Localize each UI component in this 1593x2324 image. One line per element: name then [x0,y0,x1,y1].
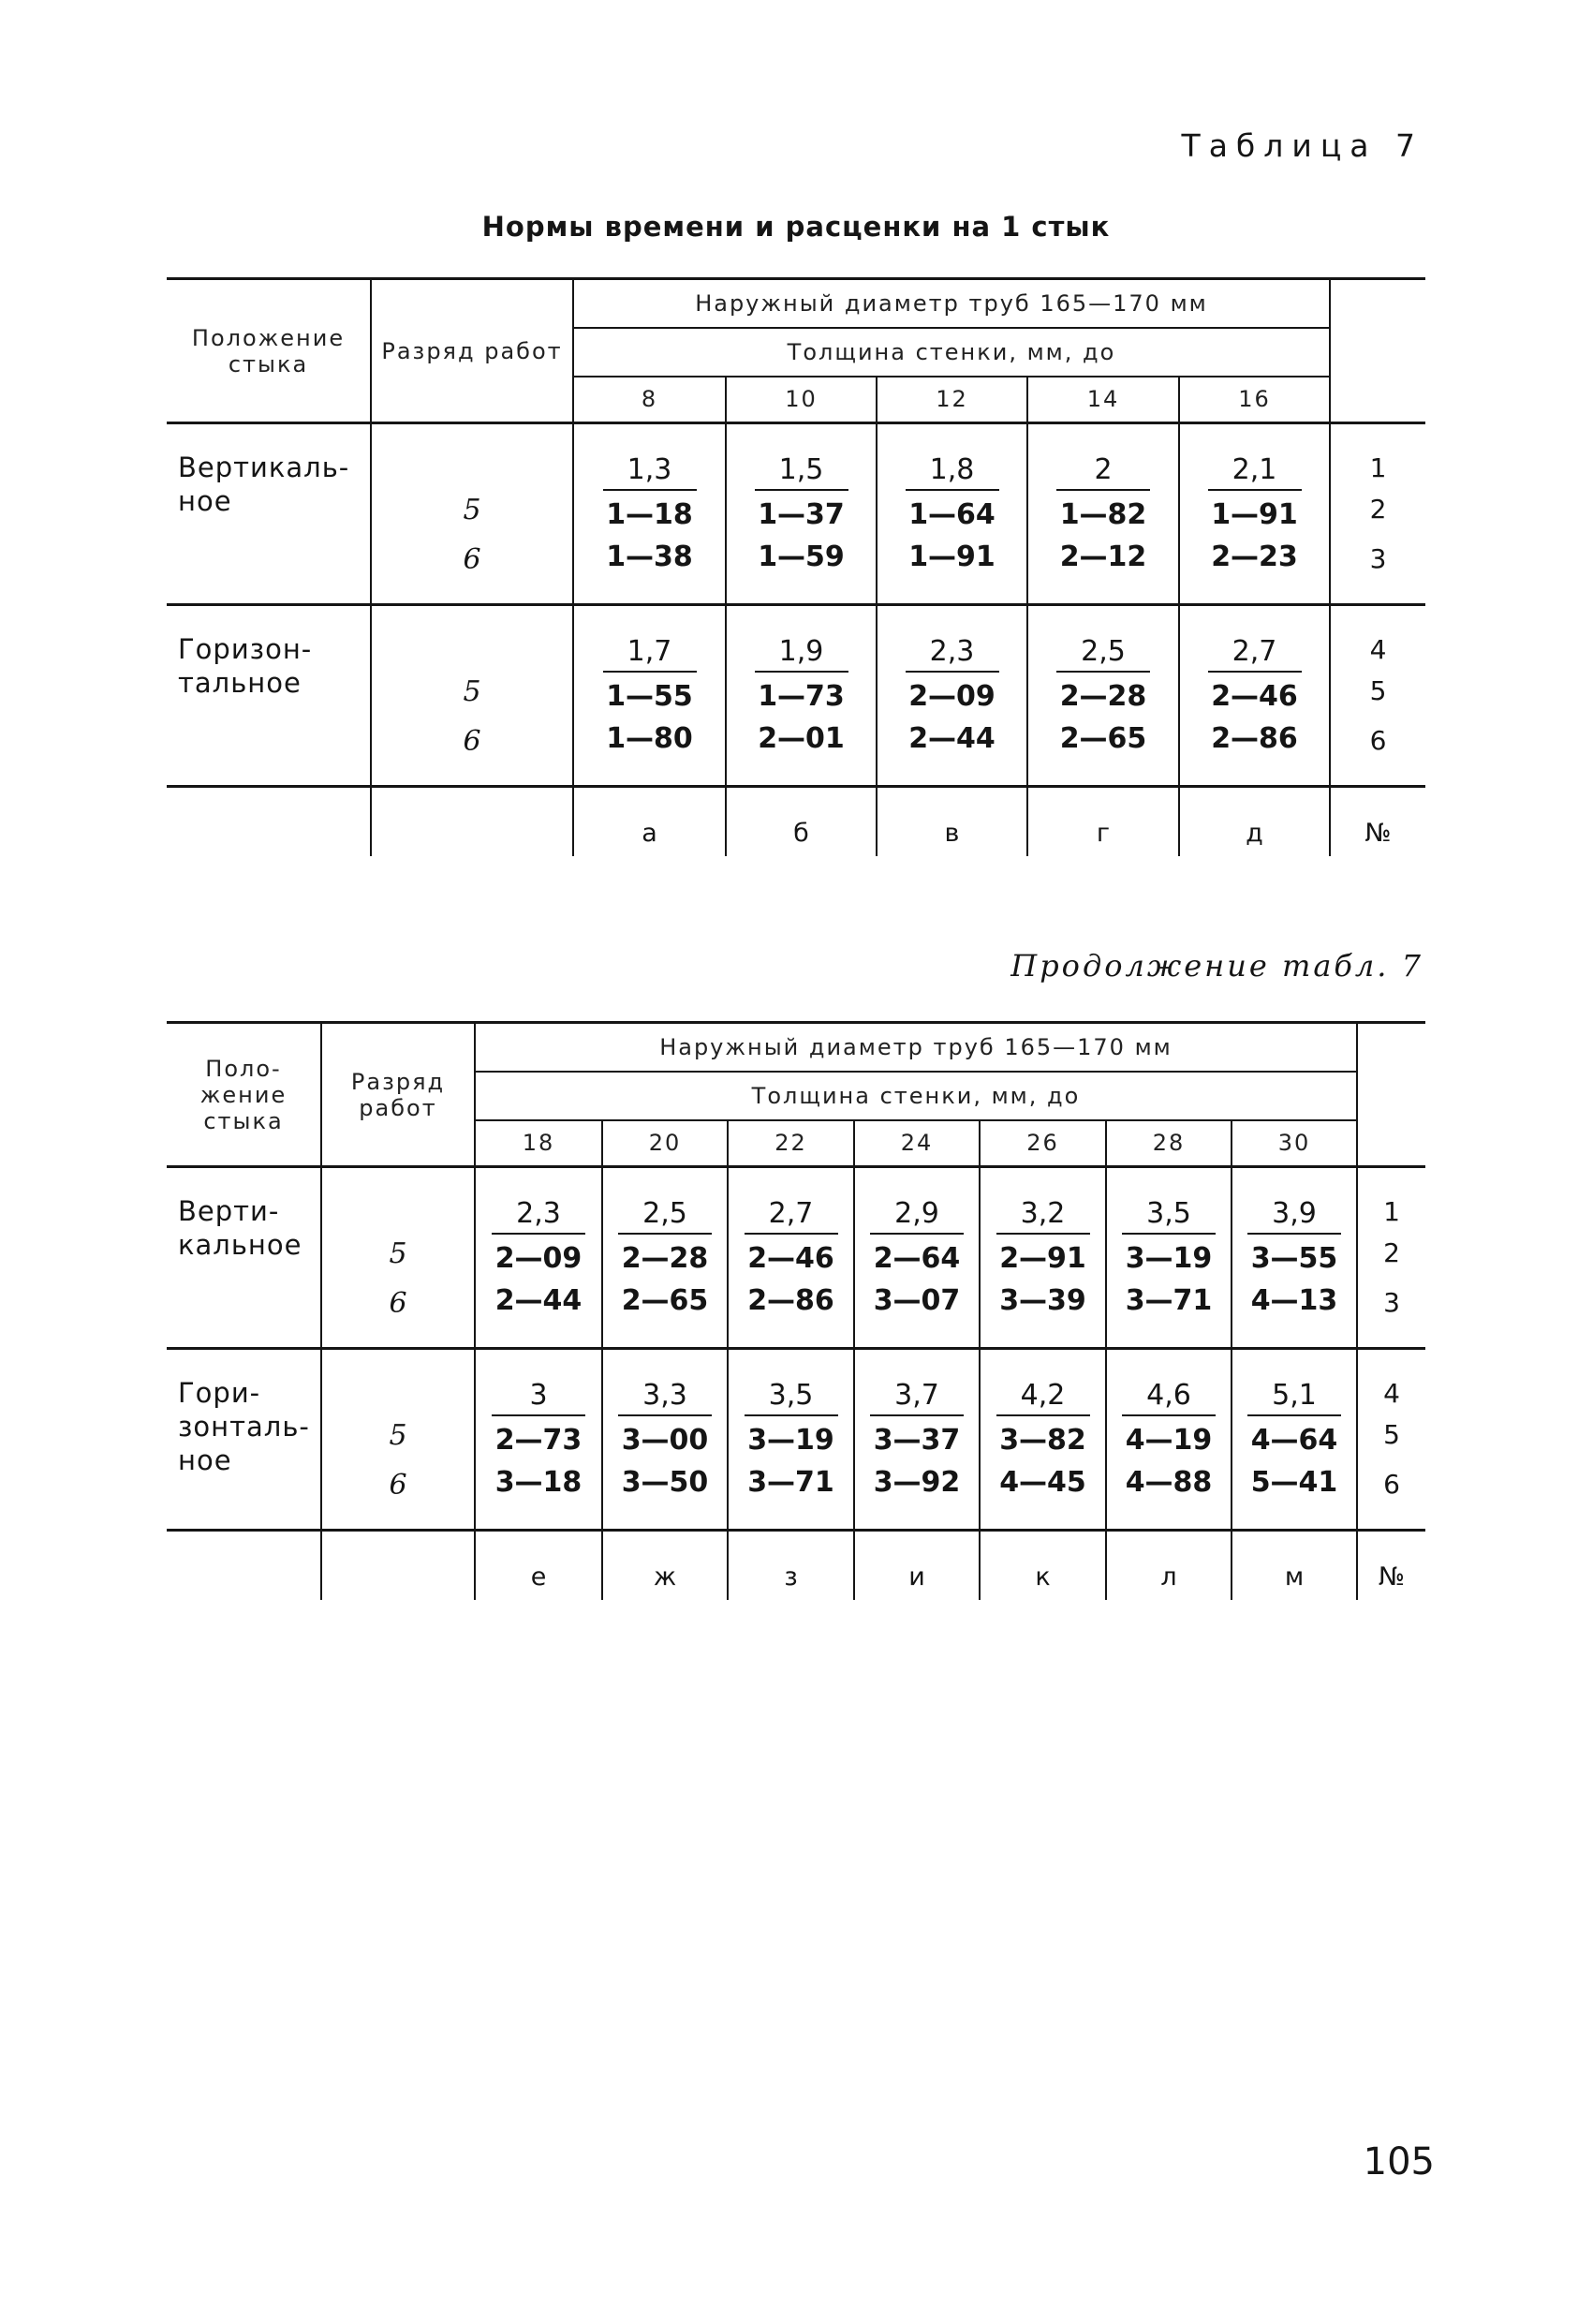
header-diameter: Наружный диаметр труб 165—170 мм [475,1023,1357,1072]
thickness-16: 16 [1179,377,1330,423]
price-rank-5: 3—19 [1125,1242,1213,1275]
price-rank-5: 2—46 [747,1242,834,1275]
price-rank-5: 2—28 [621,1242,709,1275]
price-rank-6: 3—71 [747,1466,834,1499]
time-norm: 3,5 [1122,1197,1216,1235]
time-norm: 1,7 [603,635,697,673]
rank-5: 5 [463,494,481,526]
continuation-label: Продолжение табл. 7 [1010,948,1423,984]
price-rank-6: 2—65 [621,1284,709,1317]
value-cell [728,1349,854,1531]
row-numbers [1330,423,1425,605]
header-diameter: Наружный диаметр труб 165—170 мм [573,279,1330,328]
time-norm: 2,3 [906,635,999,673]
rank-6: 6 [389,1469,407,1502]
price-rank-5: 3—00 [621,1424,709,1457]
row-numbers [1357,1167,1425,1349]
header-num-blank [1330,279,1425,423]
column-letter: к [980,1531,1106,1600]
price-rank-6: 4—88 [1125,1466,1213,1499]
price-rank-5: 2—64 [873,1242,961,1275]
thickness-28: 28 [1106,1120,1232,1167]
number-sign: № [1364,818,1392,848]
row-numbers [1330,605,1425,787]
thickness-24: 24 [854,1120,980,1167]
thickness-8: 8 [573,377,726,423]
value-cell [728,1167,854,1349]
price-rank-5: 2—09 [494,1242,583,1275]
rank-5: 5 [463,675,481,708]
price-rank-5: 1—18 [606,498,693,531]
position-horizontal: Горизон- тальное [167,605,371,787]
price-rank-6: 2—44 [494,1284,583,1317]
position-vertical: Вертикаль- ное [167,423,371,605]
value-cell [573,423,726,605]
rank-5: 5 [389,1419,407,1452]
price-rank-6: 2—65 [1059,722,1147,755]
row-number: 6 [1369,725,1387,756]
rank-6: 6 [389,1287,407,1320]
rank-6: 6 [463,725,481,758]
thickness-14: 14 [1027,377,1179,423]
value-cell [1179,605,1330,787]
time-norm: 3,2 [996,1197,1090,1235]
value-cell [1106,1167,1232,1349]
row-number: 4 [1383,1378,1400,1409]
time-norm: 3,3 [618,1379,712,1416]
column-letter: л [1106,1531,1232,1600]
price-rank-5: 1—37 [758,498,845,531]
time-norm: 1,3 [603,453,697,491]
price-rank-6: 1—38 [606,540,693,573]
footer-blank [167,787,371,856]
value-cell [877,605,1027,787]
price-rank-6: 2—12 [1059,540,1147,573]
time-norm: 2 [1056,453,1150,491]
value-cell [1232,1167,1357,1349]
column-letters-row [167,1531,1425,1600]
header-position: Поло- жение стыка [167,1023,321,1167]
time-norm: 2,7 [1208,635,1302,673]
price-rank-6: 4—45 [999,1466,1086,1499]
header-thickness: Толщина стенки, мм, до [475,1072,1357,1120]
table-label: Таблица 7 [1181,127,1423,164]
time-norm: 2,9 [870,1197,964,1235]
row-number: 3 [1383,1287,1400,1318]
footer-blank [371,787,573,856]
norms-table-1 [167,277,1425,856]
thickness-22: 22 [728,1120,854,1167]
price-rank-6: 3—18 [494,1466,583,1499]
header-position: Положение стыка [167,279,371,423]
time-norm: 2,5 [618,1197,712,1235]
value-cell [726,423,877,605]
price-rank-6: 2—01 [758,722,845,755]
value-cell [854,1349,980,1531]
norms-table-2 [167,1021,1425,1600]
table-row [167,1349,1425,1531]
column-letter: е [475,1531,602,1600]
footer-blank [321,1531,475,1600]
value-cell [475,1167,602,1349]
row-number: 1 [1383,1196,1400,1227]
row-number: 3 [1369,543,1387,574]
thickness-26: 26 [980,1120,1106,1167]
time-norm: 4,2 [996,1379,1090,1416]
price-rank-5: 1—64 [908,498,996,531]
value-cell [1027,423,1179,605]
time-norm: 2,7 [745,1197,838,1235]
thickness-10: 10 [726,377,877,423]
column-letter: м [1232,1531,1357,1600]
column-letters-row [167,787,1425,856]
time-norm: 1,9 [755,635,848,673]
time-norm: 1,8 [906,453,999,491]
price-rank-6: 2—86 [1211,722,1298,755]
page-title: Нормы времени и расценки на 1 стык [481,211,1111,243]
thickness-30: 30 [1232,1120,1357,1167]
value-cell [602,1167,728,1349]
time-norm: 3,9 [1247,1197,1341,1235]
price-rank-5: 2—73 [494,1424,583,1457]
row-number: 6 [1383,1469,1400,1500]
value-cell [726,605,877,787]
column-letter: ж [602,1531,728,1600]
row-numbers [1357,1349,1425,1531]
header-rank: Разряд работ [321,1023,475,1167]
value-cell [980,1167,1106,1349]
footer-blank [167,1531,321,1600]
number-sign: № [1378,1562,1406,1591]
price-rank-6: 4—13 [1250,1284,1338,1317]
value-cell [877,423,1027,605]
rank-cell [371,605,573,787]
price-rank-6: 3—07 [873,1284,961,1317]
header-num-blank [1357,1023,1425,1167]
position-horizontal: Гори- зонталь- ное [167,1349,321,1531]
price-rank-6: 5—41 [1250,1466,1338,1499]
price-rank-5: 2—28 [1059,680,1147,713]
price-rank-6: 1—80 [606,722,693,755]
header-rank: Разряд работ [371,279,573,423]
time-norm: 3,7 [870,1379,964,1416]
time-norm: 3,5 [745,1379,838,1416]
column-letter: в [877,787,1027,856]
row-number: 1 [1369,452,1387,483]
price-rank-5: 2—46 [1211,680,1298,713]
price-rank-6: 3—71 [1125,1284,1213,1317]
price-rank-6: 2—44 [908,722,996,755]
column-letter: а [573,787,726,856]
price-rank-6: 3—39 [999,1284,1086,1317]
row-number: 2 [1369,494,1387,525]
row-number: 5 [1369,675,1387,706]
price-rank-5: 1—55 [606,680,693,713]
time-norm: 4,6 [1122,1379,1216,1416]
price-rank-6: 1—59 [758,540,845,573]
rank-cell [321,1349,475,1531]
value-cell [602,1349,728,1531]
price-rank-5: 3—19 [747,1424,834,1457]
price-rank-6: 2—86 [747,1284,834,1317]
column-letter: и [854,1531,980,1600]
time-norm: 2,3 [492,1197,585,1235]
value-cell [1232,1349,1357,1531]
thickness-18: 18 [475,1120,602,1167]
row-number: 2 [1383,1237,1400,1268]
value-cell [980,1349,1106,1531]
row-number: 5 [1383,1419,1400,1450]
price-rank-5: 2—09 [908,680,996,713]
time-norm: 1,5 [755,453,848,491]
thickness-20: 20 [602,1120,728,1167]
price-rank-5: 4—19 [1125,1424,1213,1457]
value-cell [854,1167,980,1349]
time-norm: 5,1 [1247,1379,1341,1416]
time-norm: 3 [492,1379,585,1416]
price-rank-6: 3—50 [621,1466,709,1499]
rank-5: 5 [389,1237,407,1270]
row-number: 4 [1369,634,1387,665]
header-thickness: Толщина стенки, мм, до [573,328,1330,377]
price-rank-6: 1—91 [908,540,996,573]
value-cell [573,605,726,787]
value-cell [1179,423,1330,605]
table-row [167,1167,1425,1349]
price-rank-5: 1—73 [758,680,845,713]
page-number: 105 [1363,2140,1435,2183]
price-rank-6: 3—92 [873,1466,961,1499]
column-letter: з [728,1531,854,1600]
price-rank-5: 1—82 [1059,498,1147,531]
value-cell [1027,605,1179,787]
table-row [167,605,1425,787]
value-cell [475,1349,602,1531]
price-rank-5: 3—55 [1250,1242,1338,1275]
time-norm: 2,5 [1056,635,1150,673]
time-norm: 2,1 [1208,453,1302,491]
price-rank-5: 3—37 [873,1424,961,1457]
rank-cell [321,1167,475,1349]
price-rank-5: 1—91 [1211,498,1298,531]
column-letter: б [726,787,877,856]
table-row [167,423,1425,605]
thickness-12: 12 [877,377,1027,423]
column-letter: г [1027,787,1179,856]
price-rank-5: 4—64 [1250,1424,1338,1457]
price-rank-5: 3—82 [999,1424,1086,1457]
position-vertical: Верти- кальное [167,1167,321,1349]
column-letter: д [1179,787,1330,856]
rank-cell [371,423,573,605]
rank-6: 6 [463,543,481,576]
price-rank-6: 2—23 [1211,540,1298,573]
value-cell [1106,1349,1232,1531]
price-rank-5: 2—91 [999,1242,1086,1275]
